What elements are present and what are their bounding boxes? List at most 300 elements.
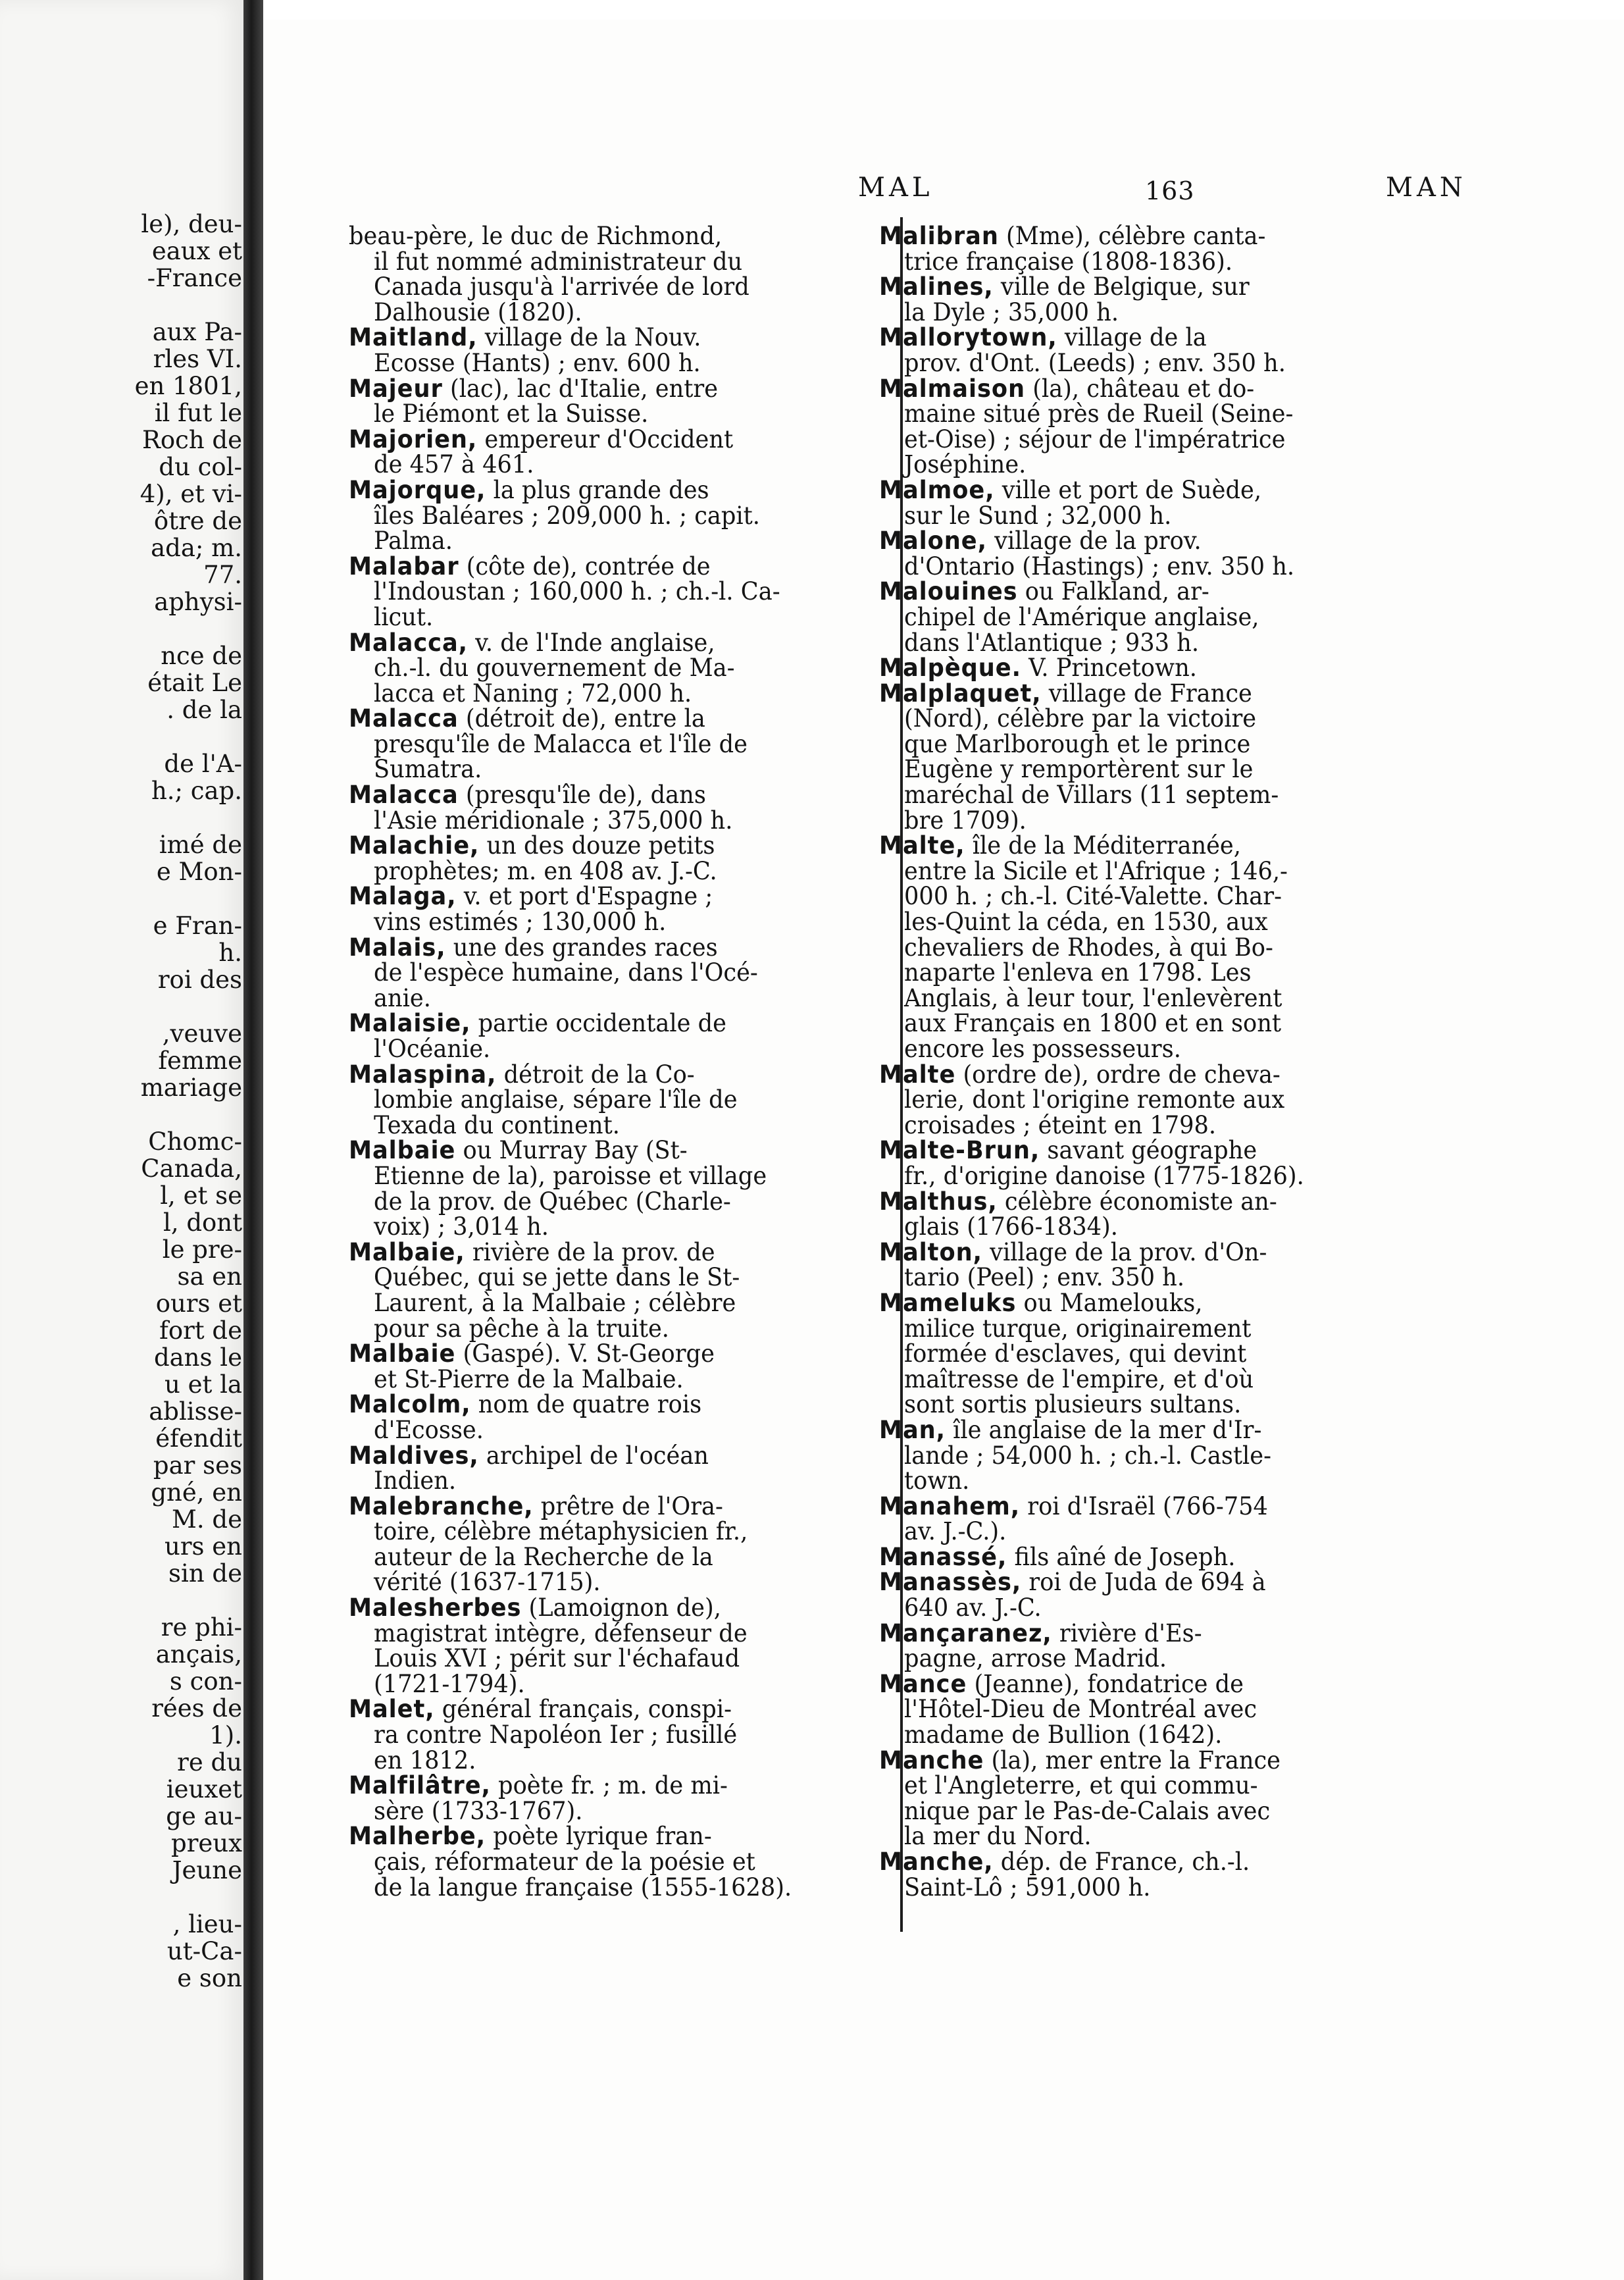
entry-text: empereur d'Occident (477, 425, 734, 453)
left-page-line: ge au- (166, 1802, 242, 1830)
dictionary-entry (879, 579, 1412, 656)
left-page-line: mariage (140, 1074, 242, 1102)
entry-text: 640 av. J.-C. (904, 1593, 1042, 1622)
entry-line (879, 1265, 1386, 1291)
left-page-line: ours et (155, 1289, 242, 1318)
entry-line (349, 1723, 855, 1748)
entry-text: (Gaspé). V. St-George (455, 1339, 715, 1368)
entry-line (349, 529, 855, 554)
entry-line (879, 628, 1386, 657)
entry-line (879, 910, 1386, 935)
entry-headword: Malte, (879, 831, 965, 860)
left-page-line: ,veuve (162, 1020, 242, 1048)
entry-text: lande ; 54,000 h. ; ch.-l. Castle- (904, 1441, 1272, 1470)
entry-text: savant géographe (1040, 1136, 1257, 1165)
dictionary-entry (879, 529, 1412, 579)
entry-text: dép. de France, ch.-l. (993, 1848, 1250, 1876)
left-page-line: Canada, (141, 1154, 242, 1183)
entry-text: bre 1709). (904, 806, 1027, 835)
left-page-line: u et la (164, 1370, 242, 1399)
left-page-line: preux (171, 1829, 242, 1857)
entry-headword: Malmaison (879, 374, 1026, 403)
entry-headword: Malmoe, (879, 475, 995, 504)
left-page-line: ablisse- (149, 1397, 242, 1426)
entry-text: vérité (1637-1715). (374, 1568, 601, 1597)
entry-line (349, 757, 855, 783)
entry-line (879, 808, 1386, 834)
entry-text: le Piémont et la Suisse. (374, 400, 649, 428)
entry-text: v. de l'Inde anglaise, (468, 628, 715, 657)
dictionary-entry (349, 427, 882, 478)
entry-text: naparte l'enleva en 1798. Les (904, 958, 1252, 987)
entry-text: entre la Sicile et l'Afrique ; 146,- (904, 856, 1288, 885)
entry-text: Laurent, à la Malbaie ; célèbre (374, 1288, 736, 1317)
dictionary-entry (349, 783, 882, 833)
entry-text: d'Ecosse. (374, 1415, 484, 1444)
left-page-line: aphysi- (154, 588, 242, 616)
entry-line (879, 1796, 1386, 1825)
running-head-left: MAL (858, 172, 934, 203)
entry-line (879, 274, 1386, 300)
entry-headword: Man, (879, 1415, 946, 1444)
entry-text: village de la (1057, 323, 1207, 352)
entry-text: détroit de la Co- (496, 1060, 695, 1089)
entry-line (879, 1723, 1386, 1748)
entry-line (879, 348, 1386, 377)
entry-text: V. Princetown. (1021, 654, 1197, 683)
entry-text: la Dyle ; 35,000 h. (904, 298, 1119, 326)
entry-line (879, 1288, 1386, 1317)
entry-headword: Malabar (349, 552, 459, 581)
entry-text: ra contre Napoléon Ier ; fusillé (374, 1721, 738, 1749)
entry-text: presqu'île de Malacca et l'île de (374, 729, 748, 758)
entry-line (879, 783, 1386, 808)
entry-headword: Malais, (349, 933, 446, 962)
dictionary-entry (879, 1570, 1412, 1620)
entry-line (879, 884, 1386, 910)
dictionary-entry (349, 1595, 882, 1697)
entry-line (879, 1341, 1386, 1367)
entry-text: (détroit de), entre la (458, 704, 705, 733)
entry-text: (ordre de), ordre de cheva- (955, 1060, 1281, 1089)
entry-text: l'Indoustan ; 160,000 h. ; ch.-l. Ca- (374, 577, 780, 606)
entry-line (879, 554, 1386, 580)
entry-line (879, 1037, 1386, 1062)
entry-headword: Malaspina, (349, 1060, 497, 1089)
entry-headword: Malaisie, (349, 1009, 471, 1038)
entry-line (879, 1011, 1386, 1037)
entry-text: ou Murray Bay (St- (455, 1136, 688, 1165)
entry-text: village de France (1041, 679, 1252, 708)
entry-text: la mer du Nord. (904, 1822, 1092, 1851)
entry-line (349, 1316, 855, 1342)
entry-text: de la prov. de Québec (Charle- (374, 1187, 731, 1216)
entry-line (879, 1875, 1386, 1901)
dictionary-entry (349, 628, 882, 708)
left-page-line: en 1801, (134, 372, 242, 400)
left-page-line: éfendit (155, 1424, 242, 1453)
left-page-line: re phi- (161, 1613, 242, 1642)
entry-text: (Lamoignon de), (521, 1593, 721, 1622)
entry-text: auteur de la Recherche de la (374, 1542, 713, 1571)
entry-line (349, 884, 855, 910)
dictionary-entry (349, 935, 882, 1012)
entry-headword: Malachie, (349, 831, 480, 860)
entry-line (879, 1570, 1386, 1595)
entry-text: et l'Angleterre, et qui commu- (904, 1771, 1258, 1800)
entry-headword: Majorque, (349, 475, 486, 504)
entry-text: beau-père, le duc de Richmond, (349, 222, 723, 250)
left-page-line: e Mon- (156, 858, 242, 886)
entry-text: de 457 à 461. (374, 450, 534, 479)
entry-text: pagne, arrose Madrid. (904, 1644, 1167, 1673)
left-page-line (112, 1587, 243, 1614)
entry-line (349, 783, 855, 808)
entry-text: Anglais, à leur tour, l'enlevèrent (904, 983, 1282, 1012)
left-page-line: gné, en (151, 1478, 242, 1507)
entry-line (879, 729, 1386, 758)
entry-text: v. et port d'Espagne ; (456, 882, 713, 911)
entry-line (879, 1392, 1386, 1418)
entry-text: pour sa pêche à la truite. (374, 1314, 669, 1343)
entry-headword: Malacca (349, 704, 459, 733)
left-page-line: le pre- (162, 1235, 242, 1264)
entry-text: magistrat intègre, défenseur de (374, 1619, 748, 1647)
entry-text: fr., d'origine danoise (1775-1826). (904, 1161, 1304, 1190)
entry-text: vins estimés ; 130,000 h. (374, 908, 667, 937)
dictionary-entry (349, 554, 882, 631)
entry-headword: Majorien, (349, 425, 478, 453)
entry-line (349, 602, 855, 631)
entry-headword: Malte (879, 1060, 956, 1089)
entry-text: l'Hôtel-Dieu de Montréal avec (904, 1695, 1257, 1724)
left-page-line: rles VI. (153, 345, 242, 373)
book-gutter (243, 0, 263, 2280)
dictionary-entry (879, 1748, 1412, 1850)
left-page-line: par ses (153, 1451, 242, 1480)
entry-headword: Malacca (349, 781, 459, 810)
dictionary-entry (879, 656, 1412, 681)
dictionary-entry (349, 884, 882, 935)
entry-line (349, 325, 855, 351)
dictionary-entry (879, 1237, 1412, 1292)
entry-line (349, 935, 855, 961)
left-page-line: aux Pa- (152, 318, 242, 346)
entry-text: encore les possesseurs. (904, 1035, 1181, 1063)
dictionary-entry (349, 1341, 882, 1392)
dictionary-entry (349, 1392, 882, 1443)
left-page-line (112, 615, 243, 642)
entry-headword: Mameluks (879, 1288, 1017, 1317)
entry-line (349, 224, 855, 249)
left-page-line: rées de (151, 1694, 242, 1723)
entry-line (349, 628, 855, 657)
entry-line (349, 1468, 855, 1494)
entry-line (349, 554, 855, 580)
entry-line (879, 1519, 1386, 1545)
entry-line (879, 1110, 1386, 1139)
entry-line (879, 602, 1386, 631)
entry-text: en 1812. (374, 1746, 476, 1775)
left-page-line: femme (158, 1047, 242, 1075)
left-page-line (112, 885, 243, 912)
dictionary-entry (349, 325, 882, 376)
entry-line (349, 656, 855, 681)
entry-headword: Malet, (349, 1695, 435, 1724)
entry-text: fils aîné de Joseph. (1007, 1542, 1236, 1571)
entry-headword: Malbaie (349, 1339, 456, 1368)
left-page-line: il fut le (154, 399, 242, 427)
entry-line (349, 1138, 855, 1164)
entry-text: et St-Pierre de la Malbaie. (374, 1364, 684, 1393)
dictionary-entry (349, 1697, 882, 1773)
left-page-line: -France (147, 264, 242, 292)
entry-headword: Malthus, (879, 1187, 998, 1216)
entry-line (879, 1773, 1386, 1799)
entry-line (879, 529, 1386, 554)
dictionary-entry (879, 325, 1412, 376)
entry-text: (côte de), contrée de (459, 552, 711, 581)
entry-headword: Malesherbes (349, 1593, 522, 1622)
entry-text: town. (904, 1466, 970, 1495)
entry-headword: Malherbe, (349, 1822, 486, 1851)
entry-line (349, 1110, 855, 1139)
entry-text: madame de Bullion (1642). (904, 1721, 1223, 1749)
entry-line (349, 1443, 855, 1469)
entry-text: anie. (374, 983, 431, 1012)
entry-text: Saint-Lô ; 591,000 h. (904, 1873, 1151, 1902)
entry-text: Dalhousie (1820). (374, 298, 582, 326)
dictionary-entry (349, 1773, 882, 1824)
left-page-line: fort de (159, 1316, 242, 1345)
entry-line (349, 1595, 855, 1621)
entry-line (349, 1265, 855, 1291)
entry-line (879, 1161, 1386, 1190)
dictionary-entry (349, 1011, 882, 1062)
entry-headword: Malines, (879, 272, 994, 301)
entry-line (879, 856, 1386, 885)
entry-text: de la langue française (1555-1628). (374, 1873, 792, 1902)
entry-text: l'Asie méridionale ; 375,000 h. (374, 806, 733, 835)
entry-line (349, 1415, 855, 1444)
entry-line (349, 402, 855, 427)
entry-text: prophètes; m. en 408 av. J.-C. (374, 856, 717, 885)
entry-line (349, 475, 855, 504)
entry-text: çais, réformateur de la poésie et (374, 1848, 755, 1876)
entry-headword: Malouines (879, 577, 1018, 606)
entry-line (349, 910, 855, 935)
entry-text: voix) ; 3,014 h. (374, 1212, 549, 1241)
entry-headword: Malfilâtre, (349, 1771, 491, 1800)
entry-line (879, 376, 1386, 402)
entry-text: licut. (374, 602, 434, 631)
dictionary-entry (349, 706, 882, 783)
dictionary-entry (879, 833, 1412, 1062)
page-number: 163 (1145, 176, 1195, 205)
entry-text: lacca et Naning ; 72,000 h. (374, 679, 692, 708)
left-page-line: e son (177, 1964, 242, 1992)
dictionary-entry (349, 224, 882, 325)
dictionary-entry (879, 681, 1412, 834)
entry-text: sont sortis plusieurs sultans. (904, 1390, 1242, 1419)
entry-line (349, 681, 855, 707)
entry-headword: Maitland, (349, 323, 478, 352)
left-page-line (112, 723, 243, 750)
left-page-line: s con- (169, 1667, 242, 1696)
left-page-line: imé de (159, 831, 242, 859)
entry-text: (presqu'île de), dans (458, 781, 706, 810)
left-page-line: de l'A- (164, 750, 242, 778)
entry-line (879, 224, 1386, 249)
entry-text: Joséphine. (904, 450, 1027, 479)
entry-line (879, 402, 1386, 427)
dictionary-entry (879, 1621, 1412, 1672)
entry-headword: Malebranche, (349, 1491, 534, 1520)
left-page-line: M. de (172, 1505, 242, 1534)
entry-line (879, 1138, 1386, 1164)
entry-headword: Manahem, (879, 1491, 1021, 1520)
left-page-line: eaux et (151, 237, 242, 265)
left-page-line: du col- (159, 453, 242, 481)
entry-headword: Manassé, (879, 1542, 1007, 1571)
entry-line (349, 274, 855, 300)
entry-text: 000 h. ; ch.-l. Cité-Valette. Char- (904, 882, 1282, 911)
entry-text: croisades ; éteint en 1798. (904, 1110, 1217, 1139)
entry-text: la plus grande des (486, 475, 709, 504)
entry-line (879, 1621, 1386, 1647)
entry-line (349, 452, 855, 478)
entry-text: nom de quatre rois (470, 1390, 702, 1419)
entry-text: toire, célèbre métaphysicien fr., (374, 1517, 748, 1546)
entry-line (349, 348, 855, 377)
entry-line (349, 1519, 855, 1545)
left-page-line: 1). (209, 1721, 242, 1749)
entry-text: Ecosse (Hants) ; env. 600 h. (374, 348, 701, 377)
left-page-line: le), deu- (141, 210, 242, 238)
entry-line (349, 1875, 855, 1901)
entry-line (349, 427, 855, 453)
entry-headword: Manche, (879, 1848, 994, 1876)
entry-headword: Malpèque. (879, 654, 1021, 683)
entry-line (349, 1669, 855, 1698)
entry-text: formée d'esclaves, qui devint (904, 1339, 1247, 1368)
entry-line (879, 452, 1386, 478)
dictionary-entry (879, 1542, 1412, 1571)
entry-line (349, 1341, 855, 1367)
entry-text: trice française (1808-1836). (904, 247, 1233, 276)
entry-text: que Marlborough et le prince (904, 729, 1251, 758)
entry-line (879, 935, 1386, 961)
entry-text: village de la Nouv. (477, 323, 701, 352)
entry-headword: Malibran (879, 222, 999, 250)
entry-headword: Mançaranez, (879, 1619, 1052, 1647)
entry-line (879, 983, 1386, 1012)
left-page-line (112, 1101, 243, 1128)
entry-headword: Manassès, (879, 1568, 1022, 1597)
entry-text: (la), château et do- (1025, 374, 1255, 403)
entry-text: Eugène y remportèrent sur le (904, 755, 1254, 784)
entry-text: (la), mer entre la France (984, 1746, 1281, 1775)
dictionary-entry (349, 1237, 882, 1343)
entry-line (349, 706, 855, 732)
entry-line (879, 1237, 1386, 1266)
entry-line (349, 501, 855, 530)
entry-text: sur le Sund ; 32,000 h. (904, 501, 1172, 530)
entry-text: ch.-l. du gouvernement de Ma- (374, 654, 735, 683)
entry-headword: Malaga, (349, 882, 457, 911)
left-page-line: ançais, (155, 1640, 242, 1669)
entry-headword: Malplaquet, (879, 679, 1042, 708)
entry-line (349, 1087, 855, 1113)
entry-text: Indien. (374, 1466, 457, 1495)
entry-line (349, 960, 855, 986)
entry-text: île de la Méditerranée, (965, 831, 1241, 860)
entry-text: Québec, qui se jette dans le St- (374, 1263, 740, 1292)
entry-line (879, 1364, 1386, 1393)
entry-line (349, 1796, 855, 1825)
entry-text: ou Falkland, ar- (1017, 577, 1209, 606)
entry-text: (1721-1794). (374, 1669, 525, 1698)
left-page-line: 77. (203, 561, 242, 589)
right-column (879, 224, 1412, 1900)
left-page-line: était Le (147, 669, 242, 697)
entry-text: il fut nommé administrateur du (374, 247, 743, 276)
left-page-line: l, dont (163, 1208, 242, 1237)
entry-text: maîtresse de l'empire, et d'où (904, 1364, 1254, 1393)
entry-text: ville de Belgique, sur (993, 272, 1250, 301)
entry-line (879, 427, 1386, 453)
entry-line (349, 249, 855, 275)
entry-headword: Malcolm, (349, 1390, 471, 1419)
entry-text: île anglaise de la mer d'Ir- (945, 1415, 1262, 1444)
entry-line (879, 579, 1386, 605)
entry-text: maréchal de Villars (11 septem- (904, 781, 1279, 810)
left-page-line (112, 1884, 243, 1911)
dictionary-entry (349, 1824, 882, 1900)
entry-text: célèbre économiste an- (997, 1187, 1277, 1216)
entry-headword: Maldives, (349, 1441, 479, 1470)
left-page-line: ieuxet (166, 1775, 242, 1803)
dictionary-entry (349, 376, 882, 427)
entry-line (349, 1062, 855, 1088)
entry-text: av. J.-C.). (904, 1517, 1007, 1546)
left-page-line: . de la (166, 696, 242, 724)
dictionary-entry (879, 376, 1412, 478)
entry-text: nique par le Pas-de-Calais avec (904, 1796, 1271, 1825)
entry-line (879, 501, 1386, 530)
entry-line (349, 1621, 855, 1647)
entry-text: aux Français en 1800 et en sont (904, 1009, 1282, 1038)
entry-headword: Manche (879, 1746, 984, 1775)
entry-line (879, 475, 1386, 504)
left-page-line: re du (177, 1748, 242, 1776)
entry-text: Louis XVI ; périt sur l'échafaud (374, 1644, 740, 1673)
entry-text: un des douze petits (479, 831, 715, 860)
entry-headword: Mallorytown, (879, 323, 1057, 352)
entry-line (349, 1697, 855, 1723)
entry-line (349, 1491, 855, 1520)
entry-headword: Malton, (879, 1237, 982, 1266)
entry-text: tario (Peel) ; env. 350 h. (904, 1263, 1185, 1292)
entry-text: chipel de l'Amérique anglaise, (904, 602, 1259, 631)
left-page-line: sin de (168, 1559, 242, 1588)
left-page-line: e Fran- (153, 912, 242, 940)
entry-text: Etienne de la), paroisse et village (374, 1161, 767, 1190)
dictionary-entry (879, 1415, 1412, 1495)
entry-line (349, 1542, 855, 1571)
entry-text: (lac), lac d'Italie, entre (442, 374, 719, 403)
entry-text: Sumatra. (374, 755, 482, 784)
